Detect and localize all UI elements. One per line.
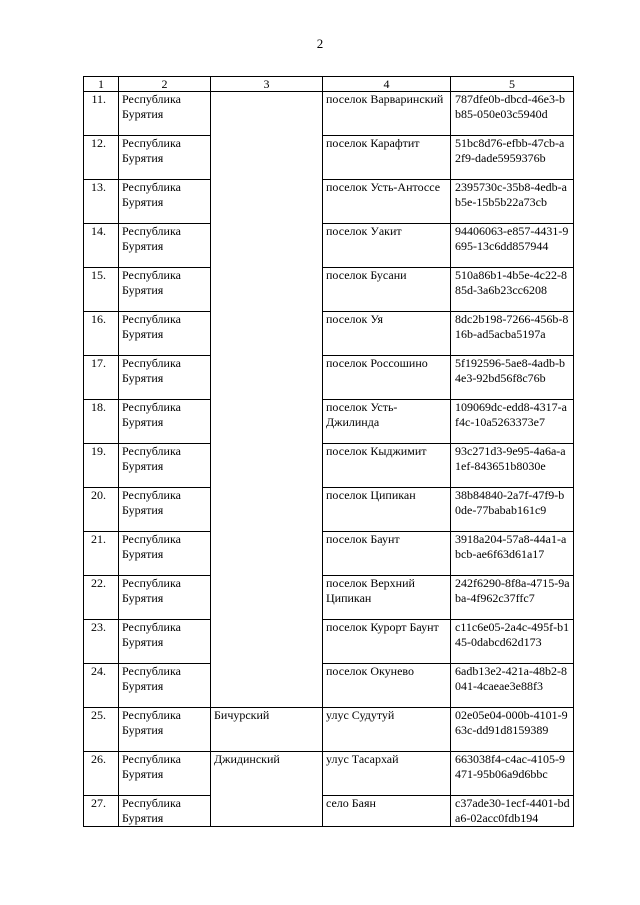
settlement-cell: поселок Уакит: [323, 224, 451, 268]
table-row: [84, 532, 574, 576]
table-row: [84, 356, 574, 400]
settlement-cell: поселок Курорт Баунт: [323, 620, 451, 664]
table-row: [84, 620, 574, 664]
table-row: [84, 92, 574, 136]
table-row: [84, 708, 574, 752]
district-cell-empty: [211, 92, 323, 708]
settlement-cell: улус Судутуй: [323, 708, 451, 752]
region-cell: Республика Бурятия: [119, 576, 211, 620]
row-number: 22.: [84, 576, 119, 620]
row-number: 15.: [84, 268, 119, 312]
settlement-cell: поселок Кыджимит: [323, 444, 451, 488]
region-cell: Республика Бурятия: [119, 620, 211, 664]
region-cell: Республика Бурятия: [119, 312, 211, 356]
region-cell: Республика Бурятия: [119, 400, 211, 444]
settlement-cell: поселок Россошино: [323, 356, 451, 400]
row-number: 27.: [84, 796, 119, 827]
page-number: 2: [316, 36, 324, 51]
settlement-cell: поселок Ципикан: [323, 488, 451, 532]
region-cell: Республика Бурятия: [119, 532, 211, 576]
row-number: 23.: [84, 620, 119, 664]
settlement-cell: поселок Карафтит: [323, 136, 451, 180]
uid-cell: 51bc8d76-efbb-47cb-a2f9-dade5959376b: [451, 136, 574, 180]
row-number: 21.: [84, 532, 119, 576]
uid-cell: 93c271d3-9e95-4a6a-a1ef-843651b8030e: [451, 444, 574, 488]
region-cell: Республика Бурятия: [119, 752, 211, 796]
settlement-cell: поселок Баунт: [323, 532, 451, 576]
row-number: 20.: [84, 488, 119, 532]
uid-cell: c11c6e05-2a4c-495f-b145-0dabcd62d173: [451, 620, 574, 664]
settlement-cell: поселок Варваринский: [323, 92, 451, 136]
table-row: [84, 796, 574, 827]
uid-cell: 510a86b1-4b5e-4c22-885d-3a6b23cc6208: [451, 268, 574, 312]
row-number: 18.: [84, 400, 119, 444]
uid-cell: 242f6290-8f8a-4715-9aba-4f962c37ffc7: [451, 576, 574, 620]
row-number: 12.: [84, 136, 119, 180]
row-number: 17.: [84, 356, 119, 400]
region-cell: Республика Бурятия: [119, 224, 211, 268]
region-cell: Республика Бурятия: [119, 268, 211, 312]
uid-cell: 5f192596-5ae8-4adb-b4e3-92bd56f8c76b: [451, 356, 574, 400]
header-cell-1: 1: [84, 77, 119, 92]
uid-cell: 02e05e04-000b-4101-963c-dd91d8159389: [451, 708, 574, 752]
table-row: [84, 664, 574, 708]
settlement-cell: поселок Окунево: [323, 664, 451, 708]
uid-cell: 94406063-e857-4431-9695-13c6dd857944: [451, 224, 574, 268]
uid-cell: 109069dc-edd8-4317-af4c-10a5263373e7: [451, 400, 574, 444]
table-header-row: [84, 77, 574, 92]
table-row: [84, 488, 574, 532]
settlement-cell: поселок Усть-Антоссе: [323, 180, 451, 224]
header-cell-5: 5: [451, 77, 574, 92]
region-cell: Республика Бурятия: [119, 136, 211, 180]
settlement-cell: село Баян: [323, 796, 451, 827]
uid-cell: 38b84840-2a7f-47f9-b0de-77babab161c9: [451, 488, 574, 532]
header-cell-4: 4: [323, 77, 451, 92]
table-row: [84, 576, 574, 620]
header-cell-3: 3: [211, 77, 323, 92]
uid-cell: 6adb13e2-421a-48b2-8041-4caeae3e88f3: [451, 664, 574, 708]
region-cell: Республика Бурятия: [119, 444, 211, 488]
district-cell: Бичурский: [211, 708, 323, 752]
row-number: 13.: [84, 180, 119, 224]
row-number: 25.: [84, 708, 119, 752]
settlements-table: [83, 76, 574, 827]
settlement-cell: поселок Бусани: [323, 268, 451, 312]
uid-cell: 2395730c-35b8-4edb-ab5e-15b5b22a73cb: [451, 180, 574, 224]
uid-cell: 787dfe0b-dbcd-46e3-bb85-050e03c5940d: [451, 92, 574, 136]
uid-cell: c37ade30-1ecf-4401-bda6-02acc0fdb194: [451, 796, 574, 827]
uid-cell: 663038f4-c4ac-4105-9471-95b06a9d6bbc: [451, 752, 574, 796]
settlement-cell: поселок Усть-Джилинда: [323, 400, 451, 444]
row-number: 16.: [84, 312, 119, 356]
settlement-cell: поселок Верхний Ципикан: [323, 576, 451, 620]
row-number: 11.: [84, 92, 119, 136]
table-row: [84, 180, 574, 224]
table-row: [84, 444, 574, 488]
row-number: 24.: [84, 664, 119, 708]
row-number: 14.: [84, 224, 119, 268]
table-row: [84, 268, 574, 312]
uid-cell: 3918a204-57a8-44a1-abcb-ae6f63d61a17: [451, 532, 574, 576]
district-cell: Джидинский: [211, 752, 323, 827]
region-cell: Республика Бурятия: [119, 664, 211, 708]
region-cell: Республика Бурятия: [119, 356, 211, 400]
region-cell: Республика Бурятия: [119, 796, 211, 827]
table-row: [84, 224, 574, 268]
table-row: [84, 136, 574, 180]
header-cell-2: 2: [119, 77, 211, 92]
table-row: [84, 400, 574, 444]
row-number: 26.: [84, 752, 119, 796]
settlement-cell: поселок Уя: [323, 312, 451, 356]
region-cell: Республика Бурятия: [119, 488, 211, 532]
uid-cell: 8dc2b198-7266-456b-816b-ad5acba5197a: [451, 312, 574, 356]
table-row: [84, 752, 574, 796]
region-cell: Республика Бурятия: [119, 180, 211, 224]
region-cell: Республика Бурятия: [119, 708, 211, 752]
table-row: [84, 312, 574, 356]
region-cell: Республика Бурятия: [119, 92, 211, 136]
row-number: 19.: [84, 444, 119, 488]
settlement-cell: улус Тасархай: [323, 752, 451, 796]
